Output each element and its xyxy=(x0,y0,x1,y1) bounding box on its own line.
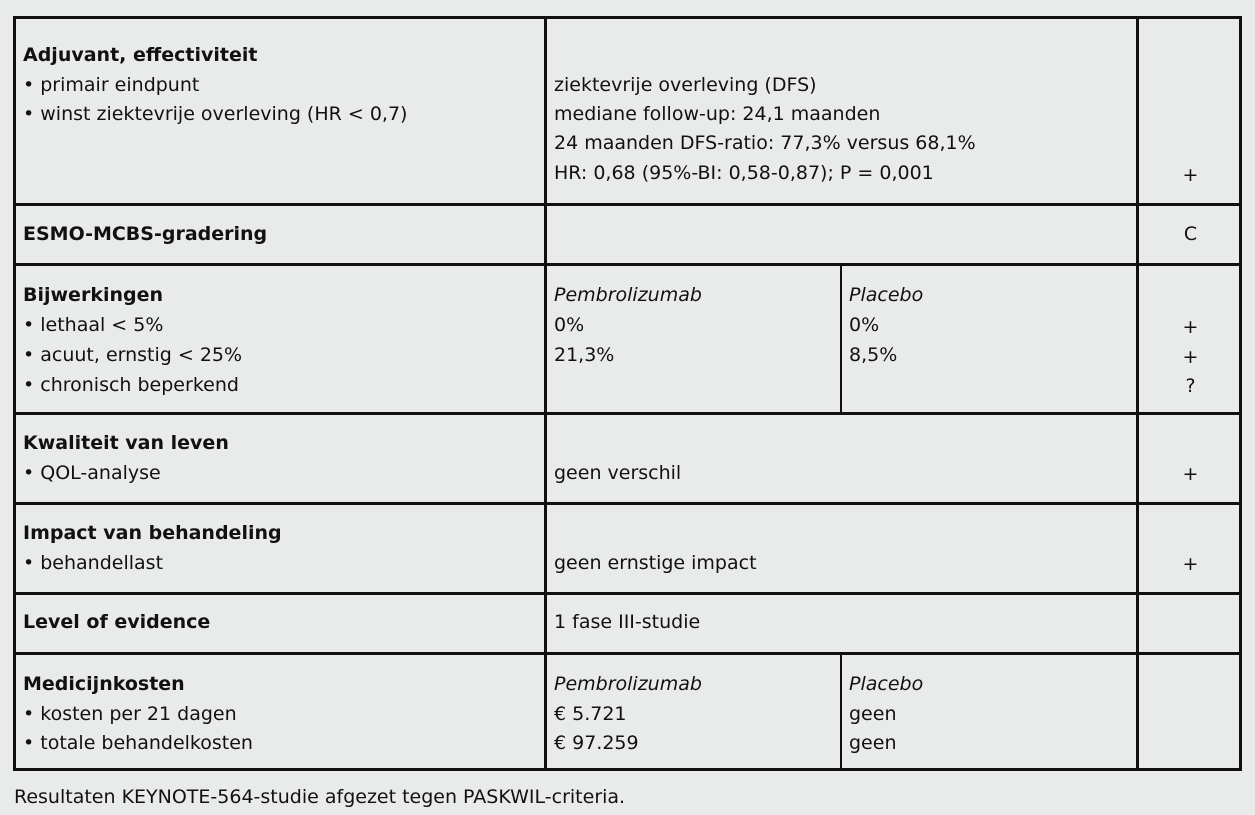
value-line: € 5.721 xyxy=(554,703,627,725)
score-cell xyxy=(1136,415,1242,502)
row-heading: Bijwerkingen xyxy=(23,284,164,306)
score-cell xyxy=(1136,206,1242,263)
row-adjuvant xyxy=(16,19,1239,206)
value-line: geen xyxy=(849,703,897,725)
value-line: ziektevrije overleving (DFS) xyxy=(554,74,817,96)
score: + xyxy=(1182,346,1199,368)
row-kwaliteit xyxy=(16,415,1239,505)
row-heading: Medicijnkosten xyxy=(23,673,185,695)
criterion-item: • acuut, ernstig < 25% xyxy=(23,344,243,366)
value-cell xyxy=(544,595,1136,652)
score-cell xyxy=(1136,266,1242,412)
value-line: HR: 0,68 (95%-BI: 0,58-0,87); P = 0,001 xyxy=(554,162,934,184)
score-cell xyxy=(1136,595,1242,652)
row-label-cell xyxy=(16,595,544,652)
value-line: geen ernstige impact xyxy=(554,552,757,574)
pembrolizumab-cell xyxy=(544,266,840,412)
value-line: 24 maanden DFS-ratio: 77,3% versus 68,1% xyxy=(554,132,976,154)
score-cell xyxy=(1136,505,1242,592)
row-heading: Level of evidence xyxy=(23,611,211,633)
score: + xyxy=(1182,164,1199,186)
value-line: mediane follow-up: 24,1 maanden xyxy=(554,103,881,125)
row-heading: Adjuvant, effectiviteit xyxy=(23,44,258,66)
criterion-item: • behandellast xyxy=(23,552,164,574)
value-line: € 97.259 xyxy=(554,732,639,754)
placebo-cell xyxy=(840,655,1136,768)
value-cell xyxy=(544,505,1136,592)
row-label-cell xyxy=(16,415,544,502)
criterion-item: • chronisch beperkend xyxy=(23,374,239,396)
value-line: 1 fase III-studie xyxy=(554,611,701,633)
row-bijwerkingen xyxy=(16,266,1239,415)
value-line: 8,5% xyxy=(849,344,898,366)
row-label-cell xyxy=(16,19,544,203)
table-caption: Resultaten KEYNOTE-564-studie afgezet tegen PASKWIL-criteria. xyxy=(14,786,626,808)
value-cell xyxy=(544,19,1136,203)
score: ? xyxy=(1185,375,1196,397)
criterion-item: • primair eindpunt xyxy=(23,74,200,96)
row-label-cell xyxy=(16,266,544,412)
row-esmo xyxy=(16,206,1239,266)
column-header: Placebo xyxy=(849,673,924,695)
value-line: 21,3% xyxy=(554,344,615,366)
value-cell xyxy=(544,206,1136,263)
row-label-cell xyxy=(16,206,544,263)
row-kosten xyxy=(16,655,1239,768)
criterion-item: • kosten per 21 dagen xyxy=(23,703,237,725)
row-heading: Impact van behandeling xyxy=(23,522,282,544)
criterion-item: • lethaal < 5% xyxy=(23,314,164,336)
value-line: 0% xyxy=(554,314,585,336)
value-cell xyxy=(544,415,1136,502)
criterion-item: • totale behandelkosten xyxy=(23,732,253,754)
score: + xyxy=(1182,316,1199,338)
row-heading: ESMO-MCBS-gradering xyxy=(23,223,268,245)
criterion-item: • QOL-analyse xyxy=(23,462,161,484)
value-line: geen verschil xyxy=(554,462,682,484)
row-heading: Kwaliteit van leven xyxy=(23,432,229,454)
column-header: Pembrolizumab xyxy=(554,284,702,306)
column-header: Pembrolizumab xyxy=(554,673,702,695)
score: + xyxy=(1182,463,1199,485)
score-cell xyxy=(1136,655,1242,768)
pembrolizumab-cell xyxy=(544,655,840,768)
column-header: Placebo xyxy=(849,284,924,306)
value-line: geen xyxy=(849,732,897,754)
criterion-item: • winst ziektevrije overleving (HR < 0,7) xyxy=(23,103,408,125)
row-label-cell xyxy=(16,655,544,768)
score-cell xyxy=(1136,19,1242,203)
score: C xyxy=(1183,223,1198,245)
value-line: 0% xyxy=(849,314,880,336)
placebo-cell xyxy=(840,266,1136,412)
row-evidence xyxy=(16,595,1239,655)
paskwil-table xyxy=(13,16,1242,771)
row-label-cell xyxy=(16,505,544,592)
score: + xyxy=(1182,553,1199,575)
row-impact xyxy=(16,505,1239,595)
